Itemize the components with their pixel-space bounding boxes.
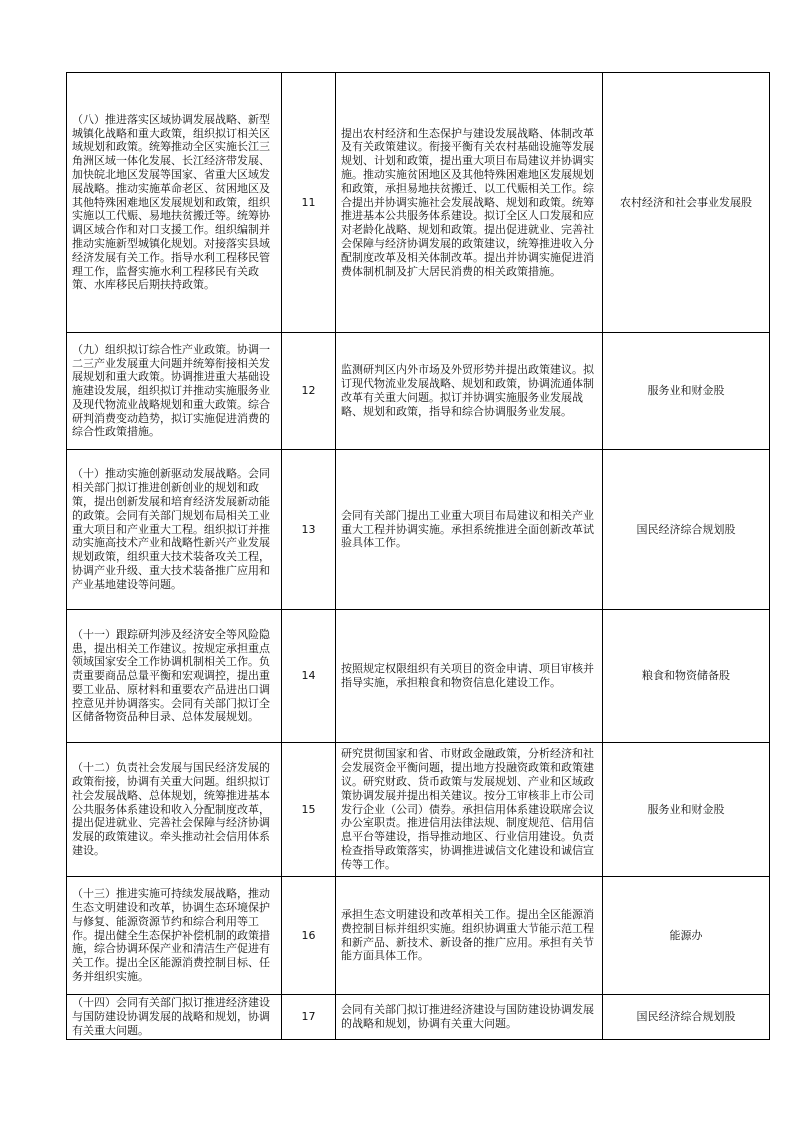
table-row (67, 877, 770, 995)
function-cell: （十）推动实施创新驱动发展战略。会同相关部门拟订推进创新创业的规划和政策，提出创新发展和培育经济发展新动能的政策。会同有关部门规划布局相关工业重大项目和产业重大工程。组织拟订并推动实施高技术产业和战略性新兴产业发展规划政策，组织重大技术装备攻关工程，协调产业升级、重大技术装备推广应用和产业基地建设等问题。 (67, 450, 282, 610)
duty-cell: 会同有关部门提出工业重大项目布局建议和相关产业重大工程并协调实施。承担系统推进全面创新改革试验具体工作。 (336, 450, 603, 610)
duty-cell: 按照规定权限组织有关项目的资金申请、项目审核并指导实施，承担粮食和物资信息化建设工作。 (336, 610, 603, 743)
duty-cell: 会同有关部门拟订推进经济建设与国防建设协调发展的战略和规划，协调有关重大问题。 (336, 995, 603, 1040)
table-row (67, 333, 770, 450)
function-cell: （九）组织拟订综合性产业政策。协调一二三产业发展重大问题并统筹衔接相关发展规划和重大政策。协调推进重大基础设施建设发展，组织拟订并推动实施服务业及现代物流业战略规划和重大政策。综合研判消费变动趋势，拟订实施促进消费的综合性政策措施。 (67, 333, 282, 450)
duty-cell: 提出农村经济和生态保护与建设发展战略、体制改革及有关政策建议。衔接平衡有关农村基础设施等发展规划、计划和政策，提出重大项目布局建议并协调实施。推动实施贫困地区及其他特殊困难地区发展规划和政策，承担易地扶贫搬迁、以工代赈相关工作。综合提出并协调实施社会发展战略、规划和政策。统筹推进基本公共服务体系建设。拟订全区人口发展和应对老龄化战略、规划和政策。提出促进就业、完善社会保障与经济协调发展的政策建议，统筹推进收入分配制度改革及相关体制改革。提出并协调实施促进消费体制机制及扩大居民消费的相关政策措施。 (336, 73, 603, 333)
department-cell: 服务业和财金股 (603, 743, 770, 877)
number-cell: 13 (282, 450, 336, 610)
number-cell: 11 (282, 73, 336, 333)
duty-cell: 监测研判区内外市场及外贸形势并提出政策建议。拟订现代物流业发展战略、规划和政策，协调流通体制改革有关重大问题。拟订并协调实施服务业发展战略、规划和政策，指导和综合协调服务业发展。 (336, 333, 603, 450)
number-cell: 16 (282, 877, 336, 995)
table-row (67, 743, 770, 877)
table-row (67, 995, 770, 1040)
department-cell: 农村经济和社会事业发展股 (603, 73, 770, 333)
number-cell: 15 (282, 743, 336, 877)
function-cell: （八）推进落实区域协调发展战略、新型城镇化战略和重大政策，组织拟订相关区域规划和政策。统筹推动全区实施长江三角洲区域一体化发展、长江经济带发展、加快皖北地区发展等国家、省重大区域发展战略。推动实施革命老区、贫困地区及其他特殊困难地区发展规划和政策，组织实施以工代赈、易地扶贫搬迁等。统筹协调区域合作和对口支援工作。组织编制并推动实施新型城镇化规划。对接落实县域经济发展有关工作。指导水利工程移民管理工作，监督实施水利工程移民有关政策、水库移民后期扶持政策。 (67, 73, 282, 333)
number-cell: 12 (282, 333, 336, 450)
function-cell: （十四）会同有关部门拟订推进经济建设与国防建设协调发展的战略和规划，协调有关重大问题。 (67, 995, 282, 1040)
duties-table (66, 72, 770, 1040)
table-row (67, 610, 770, 743)
table-row (67, 73, 770, 333)
number-cell: 14 (282, 610, 336, 743)
department-cell: 服务业和财金股 (603, 333, 770, 450)
function-cell: （十一）跟踪研判涉及经济安全等风险隐患，提出相关工作建议。按规定承担重点领域国家安全工作协调机制相关工作。负责重要商品总量平衡和宏观调控，提出重要工业品、原材料和重要农产品进出口调控意见并协调落实。会同有关部门拟订全区储备物资品种目录、总体发展规划。 (67, 610, 282, 743)
department-cell: 国民经济综合规划股 (603, 995, 770, 1040)
table-row (67, 450, 770, 610)
function-cell: （十三）推进实施可持续发展战略，推动生态文明建设和改革，协调生态环境保护与修复、能源资源节约和综合利用等工作。提出健全生态保护补偿机制的政策措施，综合协调环保产业和清洁生产促进有关工作。提出全区能源消费控制目标、任务并组织实施。 (67, 877, 282, 995)
department-cell: 能源办 (603, 877, 770, 995)
duty-cell: 研究贯彻国家和省、市财政金融政策，分析经济和社会发展资金平衡问题，提出地方投融资政策和政策建议。研究财政、货币政策与发展规划、产业和区域政策协调发展并提出相关建议。按分工审核非上市公司发行企业（公司）债券。承担信用体系建设联席会议办公室职责。推进信用法律法规、制度规范、信用信息平台等建设，指导推动地区、行业信用建设。负责检查指导政策落实，协调推进诚信文化建设和诚信宣传等工作。 (336, 743, 603, 877)
number-cell: 17 (282, 995, 336, 1040)
duty-cell: 承担生态文明建设和改革相关工作。提出全区能源消费控制目标并组织实施。组织协调重大节能示范工程和新产品、新技术、新设备的推广应用。承担有关节能方面具体工作。 (336, 877, 603, 995)
department-cell: 国民经济综合规划股 (603, 450, 770, 610)
department-cell: 粮食和物资储备股 (603, 610, 770, 743)
function-cell: （十二）负责社会发展与国民经济发展的政策衔接，协调有关重大问题。组织拟订社会发展战略、总体规划，统筹推进基本公共服务体系建设和收入分配制度改革，提出促进就业、完善社会保障与经济协调发展的政策建议。牵头推动社会信用体系建设。 (67, 743, 282, 877)
